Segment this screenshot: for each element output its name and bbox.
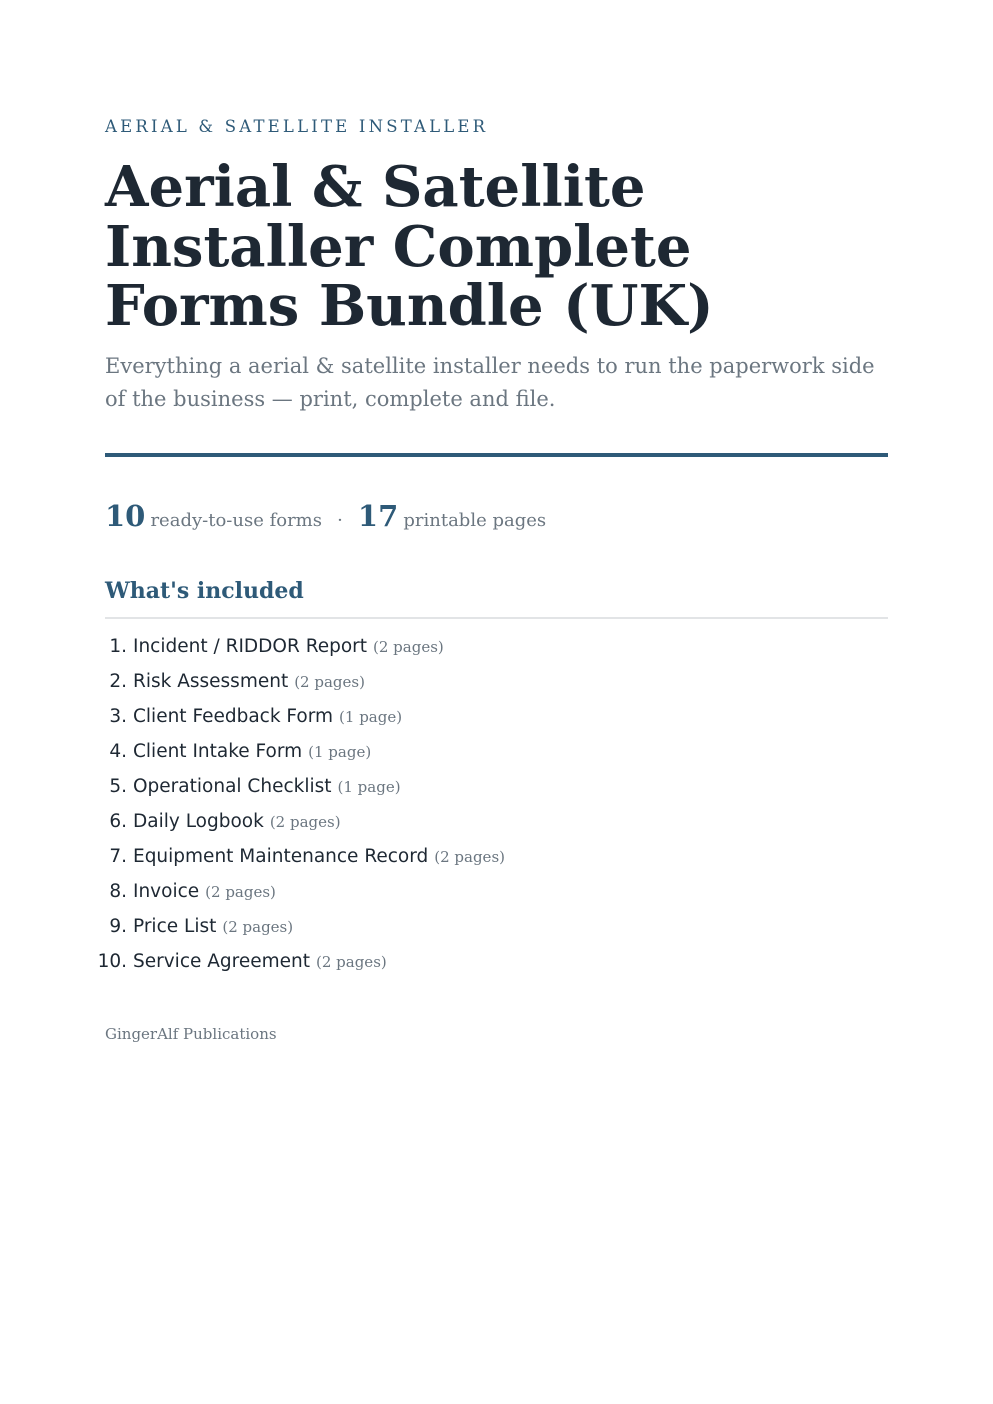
- item-title: [133, 839, 505, 875]
- item-name: Incident / RIDDOR Report: [133, 636, 368, 657]
- item-number: 4.: [109, 741, 127, 762]
- item-name: Risk Assessment: [133, 671, 289, 692]
- item-title: [133, 699, 402, 735]
- section-divider: [105, 617, 888, 619]
- item-number: 5.: [109, 776, 127, 797]
- item-number: 7.: [109, 846, 127, 867]
- category-eyebrow: AERIAL & SATELLITE INSTALLER: [105, 117, 489, 136]
- item-name: Price List: [133, 916, 217, 937]
- item-name: Service Agreement: [133, 951, 310, 972]
- item-name: Invoice: [133, 881, 200, 902]
- included-heading: What's included: [105, 578, 304, 604]
- item-title: [133, 874, 276, 910]
- item-page-count: (2 pages): [222, 918, 294, 936]
- item-page-count: (2 pages): [316, 953, 387, 971]
- item-number: 1.: [109, 636, 127, 657]
- pages-count-label: printable pages: [403, 510, 547, 531]
- item-name: Client Intake Form: [133, 741, 303, 762]
- bundle-stats: [105, 498, 546, 539]
- item-title: [133, 909, 293, 945]
- page-title: Aerial & Satellite Installer Complete Forms Bundle (UK): [105, 154, 714, 339]
- publisher-footer: GingerAlf Publications: [105, 1025, 277, 1043]
- item-title: [133, 804, 341, 840]
- item-page-count: (1 page): [308, 743, 372, 761]
- item-number: 2.: [109, 671, 127, 692]
- stats-separator: ·: [337, 510, 343, 531]
- forms-count: 10: [105, 499, 146, 533]
- header-divider: [105, 453, 888, 457]
- item-page-count: (2 pages): [269, 813, 341, 831]
- item-title: [133, 944, 387, 980]
- item-page-count: (2 pages): [205, 883, 276, 901]
- item-number: 3.: [109, 706, 127, 727]
- item-number: 10.: [97, 951, 127, 972]
- forms-count-label: ready-to-use forms: [150, 510, 322, 531]
- item-number: 8.: [109, 881, 127, 902]
- item-title: [133, 734, 371, 770]
- item-title: [133, 769, 401, 805]
- item-name: Equipment Maintenance Record: [133, 846, 429, 867]
- item-number: 6.: [109, 811, 127, 832]
- item-page-count: (1 page): [337, 778, 401, 796]
- item-page-count: (2 pages): [434, 848, 505, 866]
- item-number: 9.: [109, 916, 127, 937]
- item-name: Client Feedback Form: [133, 706, 334, 727]
- item-title: [133, 629, 444, 665]
- page-subtitle: Everything a aerial & satellite installer needs to run the paperwork side of the business — print, complete and file.: [105, 354, 875, 411]
- item-title: [133, 664, 365, 700]
- pages-count: 17: [357, 499, 399, 533]
- item-page-count: (2 pages): [294, 673, 365, 691]
- item-name: Operational Checklist: [133, 776, 332, 797]
- item-page-count: (1 page): [339, 708, 403, 726]
- item-page-count: (2 pages): [373, 638, 444, 656]
- item-name: Daily Logbook: [133, 811, 264, 832]
